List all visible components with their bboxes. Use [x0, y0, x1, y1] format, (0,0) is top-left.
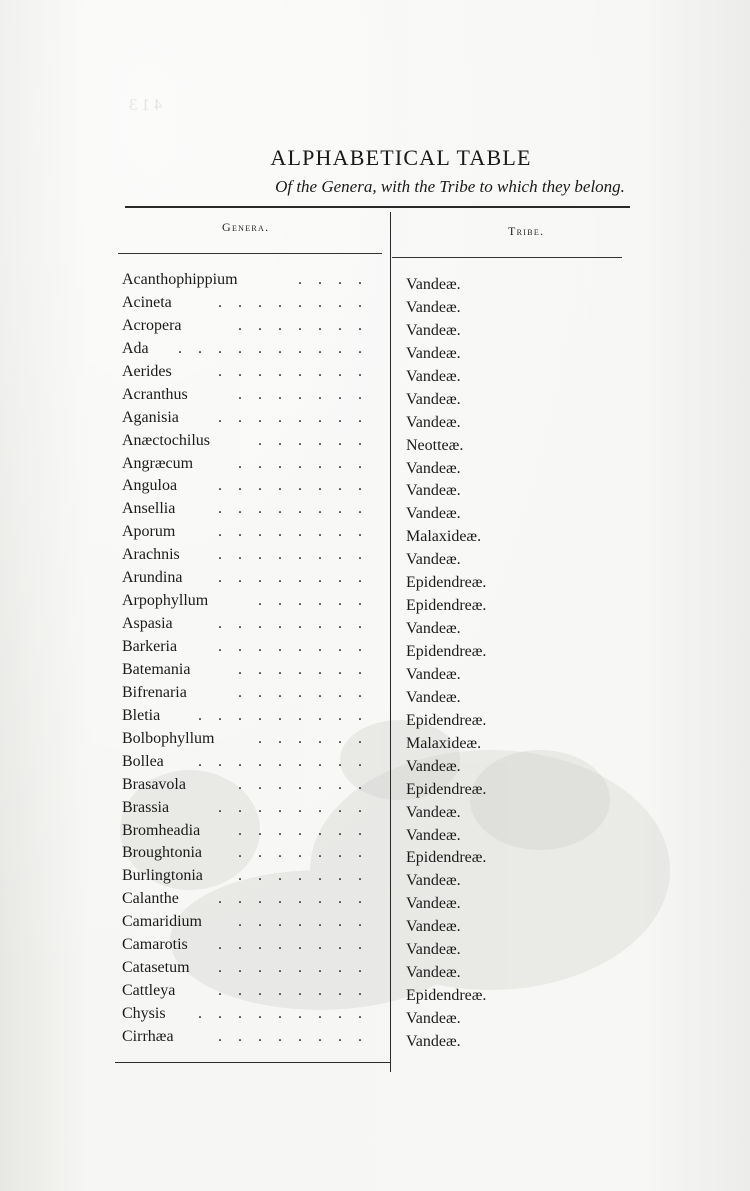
tribe-name: Malaxideæ.	[406, 528, 482, 546]
genus-name: Camarotis	[122, 936, 188, 954]
table-row	[0, 340, 750, 363]
leader-dots: . . . . . . . .	[218, 798, 368, 816]
table-row	[0, 271, 750, 294]
genus-name: Batemania	[122, 660, 191, 678]
genus-name: Bifrenaria	[122, 683, 187, 701]
table-row	[0, 707, 750, 730]
genus-name: Cattleya	[122, 982, 176, 1000]
column-header-tribe: Tribe.	[508, 224, 545, 238]
bottom-rule	[115, 1062, 390, 1063]
leader-dots: . . . . . . .	[238, 775, 368, 793]
genus-name: Catasetum	[122, 959, 190, 977]
leader-dots: . . . . . . . .	[218, 546, 368, 564]
table-row	[0, 890, 750, 913]
tribe-name: Vandeæ.	[406, 505, 461, 523]
leader-dots: . . . . . . .	[238, 385, 368, 403]
table-row	[0, 799, 750, 822]
leader-dots: . . . . . . . . . .	[178, 339, 368, 357]
page-title: ALPHABETICAL TABLE	[270, 145, 532, 170]
genus-name: Acineta	[122, 293, 172, 311]
tribe-name: Vandeæ.	[406, 826, 461, 844]
page-subtitle: Of the Genera, with the Tribe to which they belong.	[275, 177, 625, 196]
table-row	[0, 432, 750, 455]
genera-table	[0, 271, 750, 1051]
top-rule	[125, 206, 630, 208]
tribe-name: Vandeæ.	[406, 918, 461, 936]
tribe-name: Vandeæ.	[406, 1032, 461, 1050]
tribe-name: Epidendreæ.	[406, 711, 487, 729]
leader-dots: . . . . . . . .	[218, 959, 368, 977]
table-row	[0, 455, 750, 478]
table-row	[0, 523, 750, 546]
tribe-name: Vandeæ.	[406, 413, 461, 431]
genus-name: Acranthus	[122, 385, 188, 403]
leader-dots: . . . . . . .	[238, 660, 368, 678]
tribe-name: Vandeæ.	[406, 344, 461, 362]
table-row	[0, 569, 750, 592]
tribe-name: Epidendreæ.	[406, 987, 487, 1005]
tribe-name: Vandeæ.	[406, 459, 461, 477]
table-row	[0, 867, 750, 890]
tribe-name: Vandeæ.	[406, 895, 461, 913]
genus-name: Acropera	[122, 316, 182, 334]
genus-name: Angræcum	[122, 454, 194, 472]
genus-name: Calanthe	[122, 890, 179, 908]
leader-dots: . . . . . . . .	[218, 890, 368, 908]
table-row	[0, 913, 750, 936]
leader-dots: . . . .	[298, 271, 368, 288]
genus-name: Acanthophippium	[122, 271, 238, 288]
tribe-name: Vandeæ.	[406, 298, 461, 316]
tribe-name: Epidendreæ.	[406, 643, 487, 660]
genus-name: Anæctochilus	[122, 431, 210, 449]
leader-dots: . . . . . . .	[238, 913, 368, 931]
tribe-name: Vandeæ.	[406, 964, 461, 982]
table-row	[0, 294, 750, 317]
genus-name: Camaridium	[122, 913, 202, 931]
table-row	[0, 753, 750, 776]
leader-dots: . . . . . .	[258, 431, 368, 449]
tribe-name: Vandeæ.	[406, 688, 461, 706]
tribe-name: Vandeæ.	[406, 551, 461, 569]
tribe-name: Vandeæ.	[406, 390, 461, 408]
tribe-name: Malaxideæ.	[406, 734, 482, 752]
tribe-name: Epidendreæ.	[406, 849, 487, 867]
genus-name: Aganisia	[122, 408, 179, 426]
leader-dots: . . . . . .	[258, 592, 368, 610]
leader-dots: . . . . . . .	[238, 821, 368, 839]
genus-name: Arachnis	[122, 546, 180, 564]
tribe-name: Epidendreæ.	[406, 780, 487, 798]
leader-dots: . . . . . . .	[238, 867, 368, 885]
leader-dots: . . . . . . . .	[218, 293, 368, 311]
leader-dots: . . . . . . .	[238, 316, 368, 334]
table-row	[0, 363, 750, 386]
table-row	[0, 776, 750, 799]
table-row	[0, 477, 750, 500]
leader-dots: . . . . . . . .	[218, 982, 368, 1000]
table-row	[0, 638, 750, 661]
tribe-name: Epidendreæ.	[406, 597, 487, 615]
tribe-name: Vandeæ.	[406, 482, 461, 500]
table-row	[0, 409, 750, 432]
leader-dots: . . . . . .	[258, 729, 368, 747]
leader-dots: . . . . . . . .	[218, 638, 368, 655]
genus-name: Ada	[122, 339, 149, 357]
genus-name: Aerides	[122, 362, 172, 380]
table-row	[0, 684, 750, 707]
tribe-name: Vandeæ.	[406, 941, 461, 959]
table-row	[0, 936, 750, 959]
leader-dots: . . . . . . . .	[218, 615, 368, 633]
leader-dots: . . . . . . .	[238, 454, 368, 472]
table-row	[0, 317, 750, 340]
genus-name: Bollea	[122, 752, 164, 770]
leader-dots: . . . . . . . . .	[198, 706, 368, 724]
genus-name: Ansellia	[122, 500, 176, 518]
leader-dots: . . . . . . .	[238, 844, 368, 862]
leader-dots: . . . . . . . .	[218, 477, 368, 495]
leader-dots: . . . . . . . .	[218, 936, 368, 954]
table-row	[0, 730, 750, 753]
tribe-name: Epidendreæ.	[406, 574, 487, 592]
genus-name: Arundina	[122, 569, 183, 587]
tribe-name: Neotteæ.	[406, 436, 464, 454]
tribe-name: Vandeæ.	[406, 276, 461, 293]
bleed-through-page-number: 413	[125, 95, 163, 114]
table-row	[0, 546, 750, 569]
genus-name: Bletia	[122, 706, 161, 724]
tribe-name: Vandeæ.	[406, 321, 461, 339]
table-row	[0, 822, 750, 845]
genus-name: Aspasia	[122, 615, 173, 633]
genus-name: Arpophyllum	[122, 592, 209, 610]
table-row	[0, 592, 750, 615]
table-row	[0, 982, 750, 1005]
genera-header-rule	[118, 253, 382, 254]
tribe-name: Vandeæ.	[406, 803, 461, 821]
leader-dots: . . . . . . . . .	[198, 752, 368, 770]
leader-dots: . . . . . . . . .	[198, 1005, 368, 1022]
leader-dots: . . . . . . .	[238, 683, 368, 701]
genus-name: Anguloa	[122, 477, 178, 495]
table-row	[0, 661, 750, 684]
genus-name: Bolbophyllum	[122, 729, 215, 747]
table-row	[0, 1005, 750, 1028]
column-header-genera: Genera.	[222, 220, 270, 234]
genus-name: Barkeria	[122, 638, 178, 655]
table-row	[0, 959, 750, 982]
leader-dots: . . . . . . . .	[218, 1027, 368, 1045]
leader-dots: . . . . . . . .	[218, 362, 368, 380]
genus-name: Aporum	[122, 523, 176, 541]
tribe-header-rule	[392, 257, 622, 258]
leader-dots: . . . . . . . .	[218, 569, 368, 587]
genus-name: Broughtonia	[122, 844, 202, 862]
tribe-name: Vandeæ.	[406, 665, 461, 683]
table-row	[0, 615, 750, 638]
genus-name: Chysis	[122, 1005, 166, 1022]
genus-name: Cirrhæa	[122, 1027, 174, 1045]
genus-name: Brassia	[122, 798, 170, 816]
tribe-name: Vandeæ.	[406, 1010, 461, 1027]
table-row	[0, 386, 750, 409]
leader-dots: . . . . . . . .	[218, 523, 368, 541]
genus-name: Burlingtonia	[122, 867, 203, 885]
tribe-name: Vandeæ.	[406, 872, 461, 890]
tribe-name: Vandeæ.	[406, 620, 461, 638]
table-row	[0, 844, 750, 867]
table-row	[0, 500, 750, 523]
leader-dots: . . . . . . . .	[218, 408, 368, 426]
genus-name: Bromheadia	[122, 821, 201, 839]
tribe-name: Vandeæ.	[406, 757, 461, 775]
table-row	[0, 1028, 750, 1051]
tribe-name: Vandeæ.	[406, 367, 461, 385]
leader-dots: . . . . . . . .	[218, 500, 368, 518]
genus-name: Brasavola	[122, 775, 186, 793]
